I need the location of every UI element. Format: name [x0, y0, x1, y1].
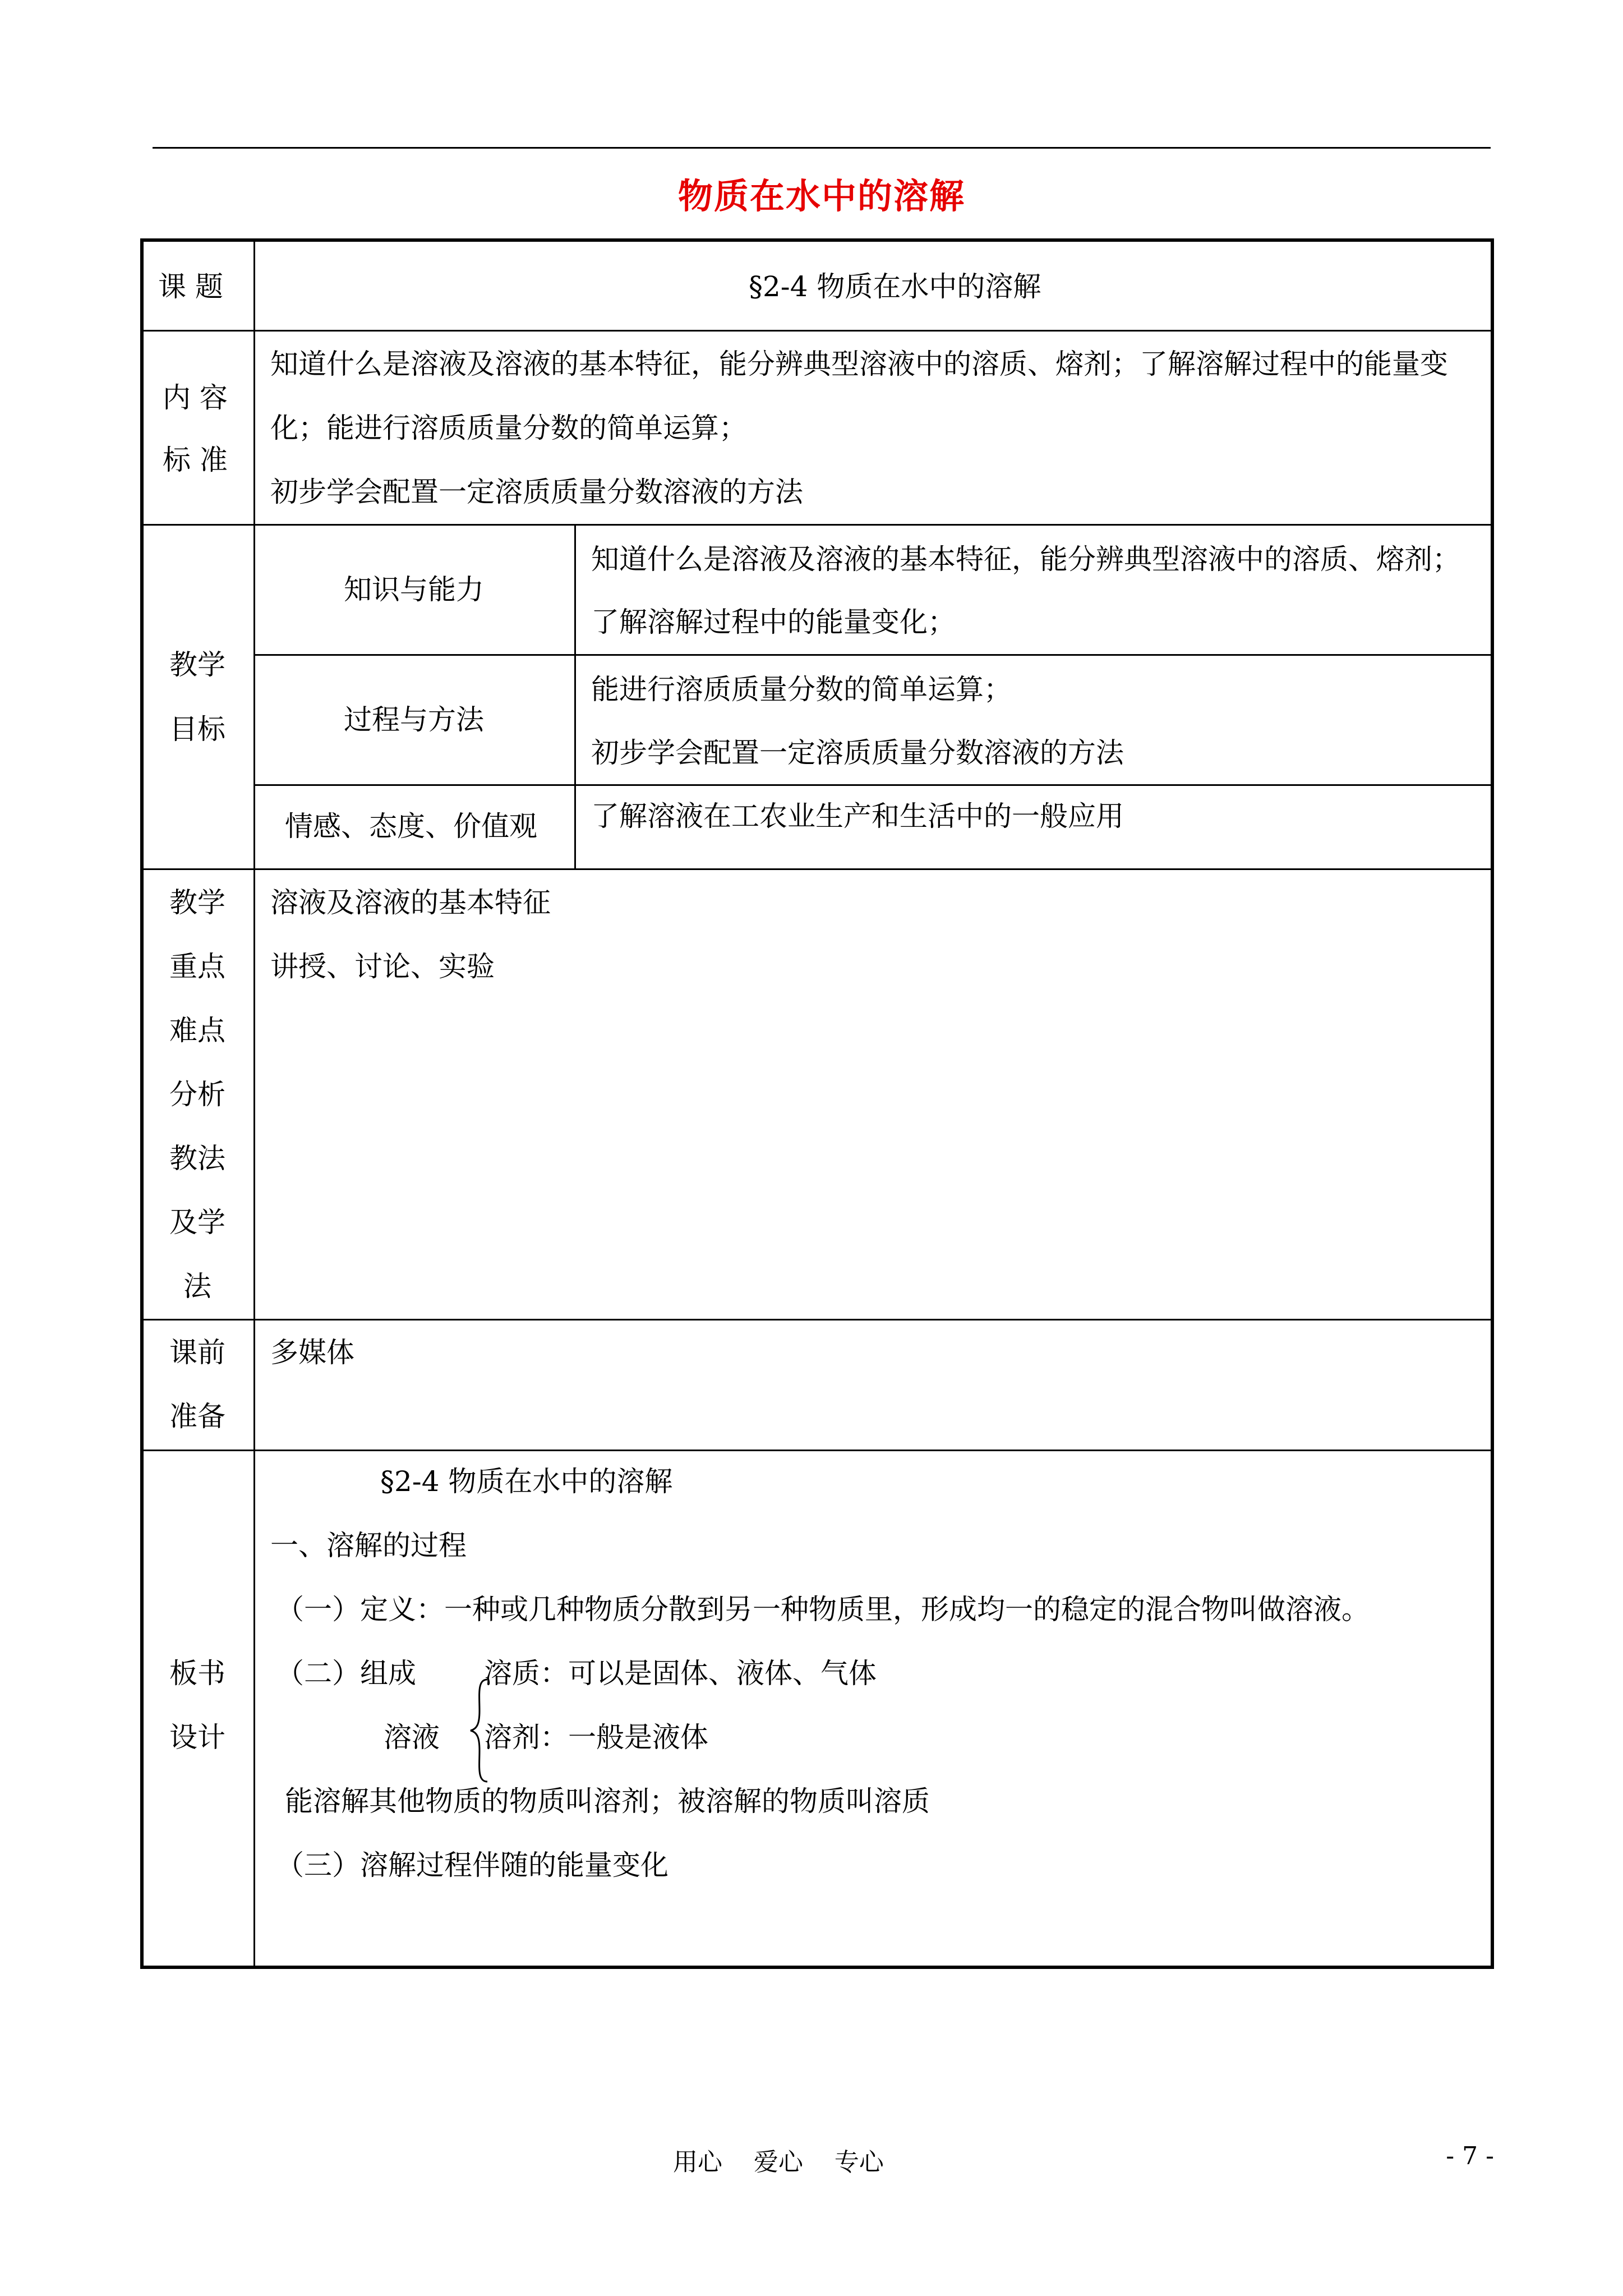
- row-divider: [140, 1450, 1494, 1451]
- goal-attitude-line: 了解溶液在工农业生产和生活中的一般应用: [591, 800, 1124, 832]
- board-heading: §2-4 物质在水中的溶解: [380, 1465, 673, 1498]
- key-points-label-3: 难点: [169, 1014, 225, 1047]
- footer-motto: 用心 爱心 专心: [673, 2148, 884, 2177]
- topic-value: §2-4 物质在水中的溶解: [749, 270, 1041, 303]
- goal-knowledge-line: 知道什么是溶液及溶液的基本特征，能分辨典型溶液中的溶质、熔剂；: [591, 543, 1460, 576]
- key-points-line: 溶液及溶液的基本特征: [270, 886, 551, 919]
- board-design-label-1: 板书: [169, 1657, 225, 1690]
- topic-label: 课 题: [158, 270, 223, 303]
- key-points-line: 讲授、讨论、实验: [270, 950, 495, 983]
- board-item-3: （三）溶解过程伴随的能量变化: [276, 1849, 668, 1881]
- row-divider: [253, 784, 1494, 786]
- board-item-2: （二）组成: [276, 1657, 416, 1690]
- row-divider: [253, 654, 1494, 656]
- table-border-bottom: [140, 1966, 1494, 1969]
- preparation-label-1: 课前: [169, 1336, 225, 1369]
- board-solute: 溶质：可以是固体、液体、气体: [484, 1657, 877, 1690]
- page-number: - 7 -: [1446, 2142, 1494, 2170]
- page-title: 物质在水中的溶解: [677, 176, 965, 217]
- board-section-1: 一、溶解的过程: [270, 1529, 467, 1562]
- table-border-left: [140, 238, 144, 1969]
- content-standard-label-2: 标 准: [163, 444, 228, 476]
- row-divider: [140, 524, 1494, 526]
- key-points-label-7: 法: [183, 1270, 211, 1303]
- board-solution: 溶液: [384, 1721, 440, 1754]
- preparation-line: 多媒体: [270, 1336, 354, 1369]
- key-points-label-5: 教法: [169, 1142, 225, 1175]
- content-standard-line: 初步学会配置一定溶质质量分数溶液的方法: [270, 476, 803, 508]
- header-rule: [153, 147, 1491, 149]
- preparation-label-2: 准备: [169, 1400, 225, 1433]
- key-points-label-4: 分析: [169, 1078, 225, 1111]
- content-standard-label-1: 内 容: [163, 381, 228, 414]
- key-points-label-6: 及学: [169, 1206, 225, 1239]
- board-item-1: （一）定义：一种或几种物质分散到另一种物质里，形成均一的稳定的混合物叫做溶液。: [276, 1593, 1370, 1626]
- teaching-goals-label-1: 教学: [169, 648, 225, 681]
- key-points-label-2: 重点: [169, 950, 225, 983]
- goal-name-process: 过程与方法: [344, 703, 484, 736]
- content-standard-line: 化；能进行溶质质量分数的简单运算；: [270, 412, 747, 444]
- goal-name-knowledge: 知识与能力: [344, 573, 484, 606]
- board-note: 能溶解其他物质的物质叫溶剂；被溶解的物质叫溶质: [285, 1785, 930, 1818]
- board-solvent: 溶剂：一般是液体: [484, 1721, 708, 1754]
- row-divider: [140, 868, 1494, 870]
- goal-name-attitude: 情感、态度、价值观: [285, 810, 537, 843]
- goal-knowledge-line: 了解溶解过程中的能量变化；: [591, 606, 956, 638]
- goal-process-line: 初步学会配置一定溶质质量分数溶液的方法: [591, 737, 1124, 769]
- board-design-label-2: 设计: [169, 1721, 225, 1754]
- label-column-divider: [253, 238, 255, 1969]
- content-standard-line: 知道什么是溶液及溶液的基本特征，能分辨典型溶液中的溶质、熔剂；了解溶解过程中的能量变: [270, 348, 1448, 380]
- goal-process-line: 能进行溶质质量分数的简单运算；: [591, 673, 1012, 706]
- table-border-right: [1491, 238, 1494, 1969]
- key-points-label-1: 教学: [169, 886, 225, 919]
- row-divider: [140, 1319, 1494, 1320]
- row-divider: [140, 330, 1494, 332]
- goals-column-divider: [574, 524, 576, 869]
- teaching-goals-label-2: 目标: [169, 713, 225, 746]
- table-border-top: [140, 238, 1494, 242]
